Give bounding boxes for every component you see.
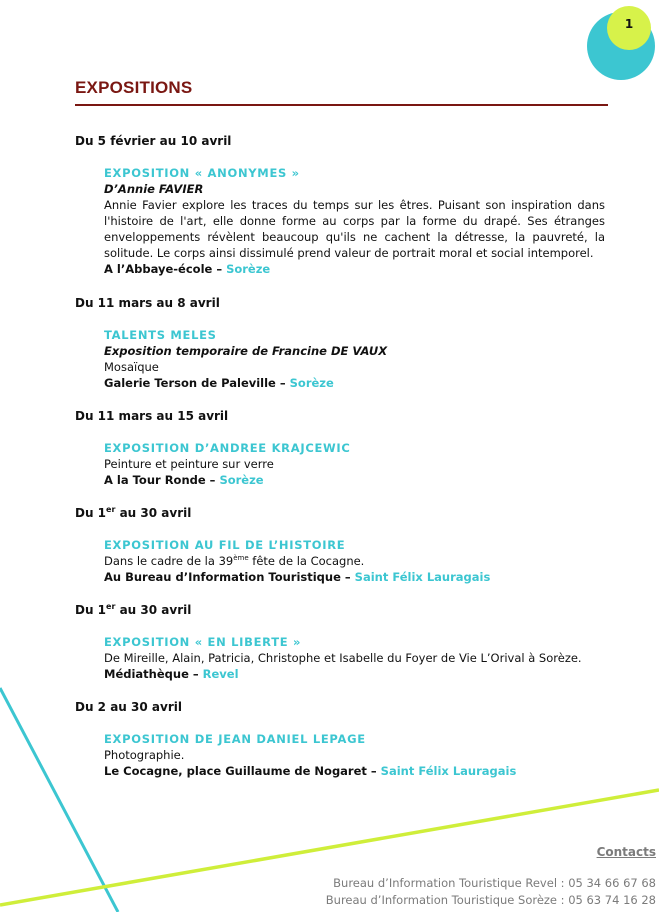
event-town: Saint Félix Lauragais [354,570,491,584]
event-title: EXPOSITION D’ANDREE KRAJCEWIC [104,441,351,455]
event-town: Sorèze [226,262,271,276]
event-anonymes [75,133,615,278]
event-title: TALENTS MELES [104,328,217,342]
event-venue: Le Cocagne, place Guillaume de Nogaret [104,764,367,778]
detail-suffix: fête de la Cocagne. [248,554,365,568]
event-fil-histoire [75,505,615,586]
event-en-liberte [75,602,615,683]
event-venue: A l’Abbaye-école [104,262,213,276]
event-krajcewic [75,408,615,489]
event-artist: D’Annie FAVIER [104,182,204,196]
event-detail [104,553,605,569]
event-venue-line: A l’Abbaye-école – Sorèze [104,262,271,276]
event-title: EXPOSITION DE JEAN DANIEL LEPAGE [104,732,366,746]
date-suffix: au 30 avril [115,603,192,617]
contacts-heading: Contacts [596,845,656,859]
event-detail: Photographie. [104,748,185,762]
date-sup: er [106,505,116,514]
detail-sup: ème [233,554,249,563]
event-venue: A la Tour Ronde [104,473,206,487]
date-sup: er [106,602,116,611]
event-detail: Peinture et peinture sur verre [104,457,274,471]
event-description: Annie Favier explore les traces du temps sur les êtres. Puisant son inspiration dans l'histoire de l'art, elle donne forme au corps par la forme du drapé. Ses étranges enveloppements révèlent beaucoup qu'ils ne cachent la détresse, la pauvreté, la solitude. Le corps ainsi dissimulé prend valeur de portrait moral et social intemporel. [104,198,605,260]
event-date [75,505,615,521]
event-date: Du 5 février au 10 avril [75,134,232,148]
event-lepage [75,699,615,780]
event-venue-line: Médiathèque – Revel [104,667,239,681]
event-town: Sorèze [289,376,334,390]
event-venue-line: Le Cocagne, place Guillaume de Nogaret – Saint Félix Lauragais [104,764,517,778]
date-prefix: Du 1 [75,603,107,617]
contact-soreze: Bureau d’Information Touristique Sorèze : 05 63 74 16 28 [325,893,656,907]
page-number-badge: 1 [607,6,651,50]
page-title: EXPOSITIONS [75,78,193,97]
event-town: Revel [202,667,239,681]
event-detail: De Mireille, Alain, Patricia, Christophe et Isabelle du Foyer de Vie L’Orival à Sorèze. [104,651,582,665]
event-date: Du 11 mars au 8 avril [75,296,220,310]
event-title: EXPOSITION « EN LIBERTE » [104,635,302,649]
event-talents-meles [75,295,615,392]
event-venue-line: A la Tour Ronde – Sorèze [104,473,264,487]
event-detail: Mosaïque [104,360,159,374]
event-venue-line: Au Bureau d’Information Touristique – Saint Félix Lauragais [104,570,491,584]
event-town: Sorèze [219,473,264,487]
event-venue: Galerie Terson de Paleville [104,376,276,390]
event-venue: Au Bureau d’Information Touristique [104,570,341,584]
contact-revel: Bureau d’Information Touristique Revel : 05 34 66 67 68 [333,876,656,890]
date-suffix: au 30 avril [115,506,192,520]
event-town: Saint Félix Lauragais [380,764,517,778]
event-date: Du 2 au 30 avril [75,700,182,714]
detail-prefix: Dans le cadre de la 39 [104,554,234,568]
event-title: EXPOSITION « ANONYMES » [104,166,300,180]
event-date [75,602,615,618]
event-venue: Médiathèque [104,667,189,681]
date-prefix: Du 1 [75,506,107,520]
event-date: Du 11 mars au 15 avril [75,409,229,423]
title-underline [75,104,608,106]
event-title: EXPOSITION AU FIL DE L’HISTOIRE [104,538,346,552]
event-venue-line: Galerie Terson de Paleville – Sorèze [104,376,334,390]
event-subtitle: Exposition temporaire de Francine DE VAUX [104,344,388,358]
